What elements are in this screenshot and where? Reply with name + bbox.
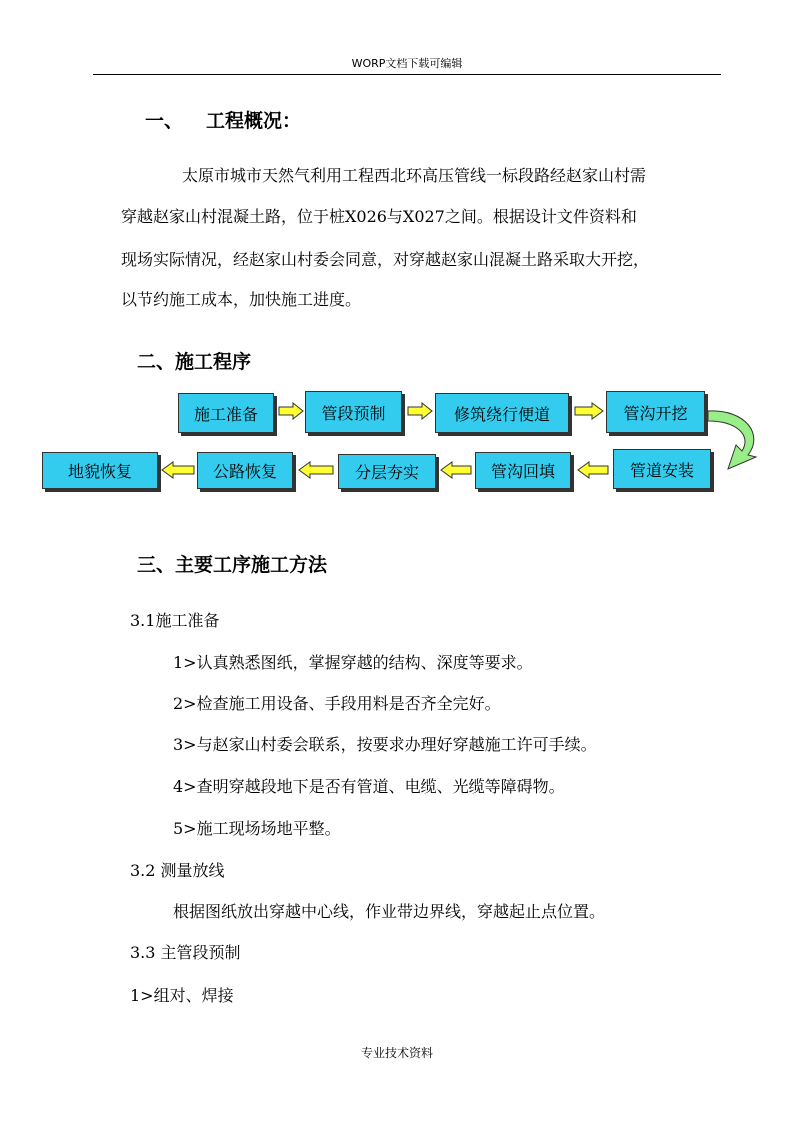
section1-line-2: 穿越赵家山村混凝土路，位于桩X026与X027之间。根据设计文件资料和 [121, 207, 637, 226]
flow-step-prefab: 管段预制 [305, 391, 402, 433]
subsection-3-1-title: 3.1施工准备 [130, 611, 220, 630]
subsection-3-2-text: 根据图纸放出穿越中心线，作业带边界线，穿越起止点位置。 [173, 902, 606, 921]
arrow-right-icon [407, 402, 433, 420]
list-item: 4>查明穿越段地下是否有管道、电缆、光缆等障碍物。 [173, 777, 565, 796]
section2-title: 二、施工程序 [137, 351, 252, 373]
curved-arrow-icon [706, 405, 762, 475]
subsection-3-3-title: 3.3 主管段预制 [130, 943, 241, 962]
list-item: 1>认真熟悉图纸，掌握穿越的结构、深度等要求。 [173, 653, 533, 672]
section3-title: 三、主要工序施工方法 [137, 554, 328, 576]
arrow-left-icon [161, 461, 195, 479]
subsection-3-3-item: 1>组对、焊接 [130, 986, 234, 1005]
flow-step-trench-dig: 管沟开挖 [606, 391, 705, 433]
section1-line-4: 以节约施工成本，加快施工进度。 [121, 290, 362, 309]
section1-number: 一、 [145, 110, 184, 132]
arrow-left-icon [577, 461, 609, 479]
header-rule [93, 74, 721, 75]
flow-step-compact: 分层夯实 [338, 454, 436, 489]
flow-step-detour-road: 修筑绕行便道 [435, 393, 569, 433]
arrow-left-icon [298, 461, 334, 479]
flow-step-prepare: 施工准备 [178, 393, 274, 433]
subsection-3-2-title: 3.2 测量放线 [130, 861, 225, 880]
list-item: 2>检查施工用设备、手段用料是否齐全完好。 [173, 694, 501, 713]
flow-step-road-restore: 公路恢复 [197, 452, 293, 489]
page-footer: 专业技术资料 [360, 1046, 433, 1060]
arrow-right-icon [574, 402, 604, 420]
list-item: 5>施工现场场地平整。 [173, 819, 341, 838]
section1-line-1: 太原市城市天然气利用工程西北环高压管线一标段路经赵家山村需 [182, 166, 647, 185]
list-item: 3>与赵家山村委会联系，按要求办理好穿越施工许可手续。 [173, 735, 597, 754]
arrow-left-icon [440, 461, 472, 479]
section1-title: 工程概况： [206, 110, 302, 132]
arrow-right-icon [278, 402, 304, 420]
flow-step-landform-restore: 地貌恢复 [42, 452, 158, 489]
section1-line-3: 现场实际情况，经赵家山村委会同意，对穿越赵家山混凝土路采取大开挖， [121, 250, 650, 269]
flow-step-pipe-install: 管道安装 [613, 449, 711, 489]
flow-step-backfill: 管沟回填 [475, 452, 571, 489]
page-header: WORP文档下载可编辑 [351, 57, 463, 70]
